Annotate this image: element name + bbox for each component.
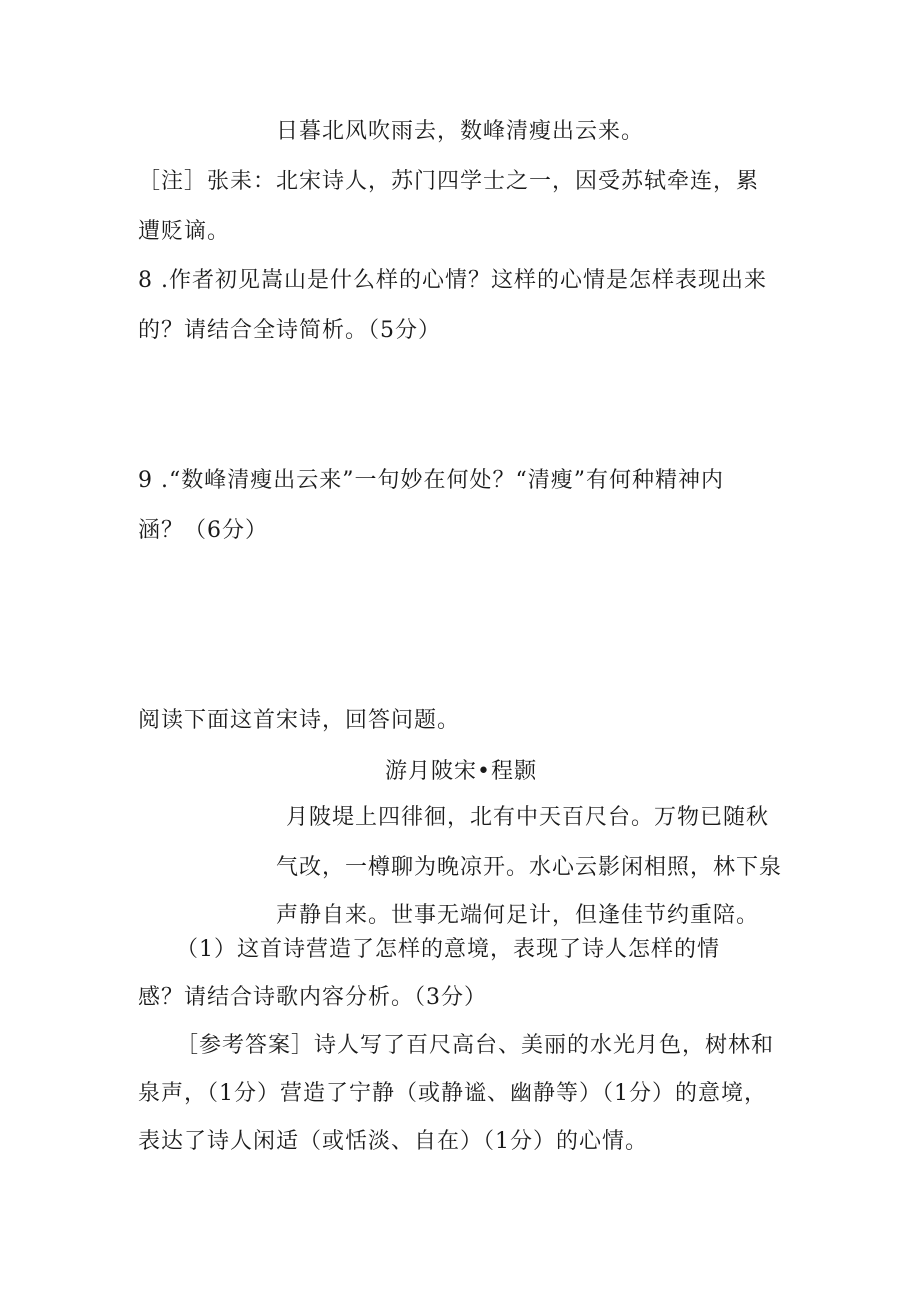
question-9-line-2: 涵？（6分）: [138, 518, 268, 543]
answer-line-1: ［参考答案］诗人写了百尺高台、美丽的水光月色，树林和: [176, 1033, 775, 1058]
poem-last-line: 日暮北风吹雨去，数峰清瘦出云来。: [276, 119, 645, 144]
question-1-line-2: 感？请结合诗歌内容分析。（3分）: [138, 985, 487, 1010]
question-1-line-1: （1）这首诗营造了怎样的意境，表现了诗人怎样的情: [176, 937, 720, 962]
poem-line-2: 气改，一樽聊为晚凉开。水心云影闲相照，林下泉: [276, 855, 783, 880]
question-8-line-1: 8 .作者初见嵩山是什么样的心情？这样的心情是怎样表现出来: [138, 268, 767, 293]
answer-line-2: 泉声，（1分）营造了宁静（或静谧、幽静等）（1分）的意境，: [138, 1081, 767, 1106]
reading-instruction: 阅读下面这首宋诗，回答问题。: [138, 708, 461, 733]
poem-note-line-2: 遭贬谪。: [138, 219, 231, 244]
poem-title: 游月陂宋•程颢: [385, 759, 537, 784]
question-9-line-1: 9 .“数峰清瘦出云来”一句妙在何处？“清瘦”有何种精神内: [138, 468, 724, 493]
poem-line-3: 声静自来。世事无端何足计，但逢佳节约重陪。: [276, 903, 760, 928]
question-8-line-2: 的？请结合全诗简析。（5分）: [138, 318, 441, 343]
poem-line-1: 月陂堤上四徘徊，北有中天百尺台。万物已随秋: [286, 805, 770, 830]
poem-note-line-1: ［注］张耒：北宋诗人，苏门四学士之一，因受苏轼牵连，累: [138, 169, 760, 194]
answer-line-3: 表达了诗人闲适（或恬淡、自在）（1分）的心情。: [138, 1129, 648, 1154]
